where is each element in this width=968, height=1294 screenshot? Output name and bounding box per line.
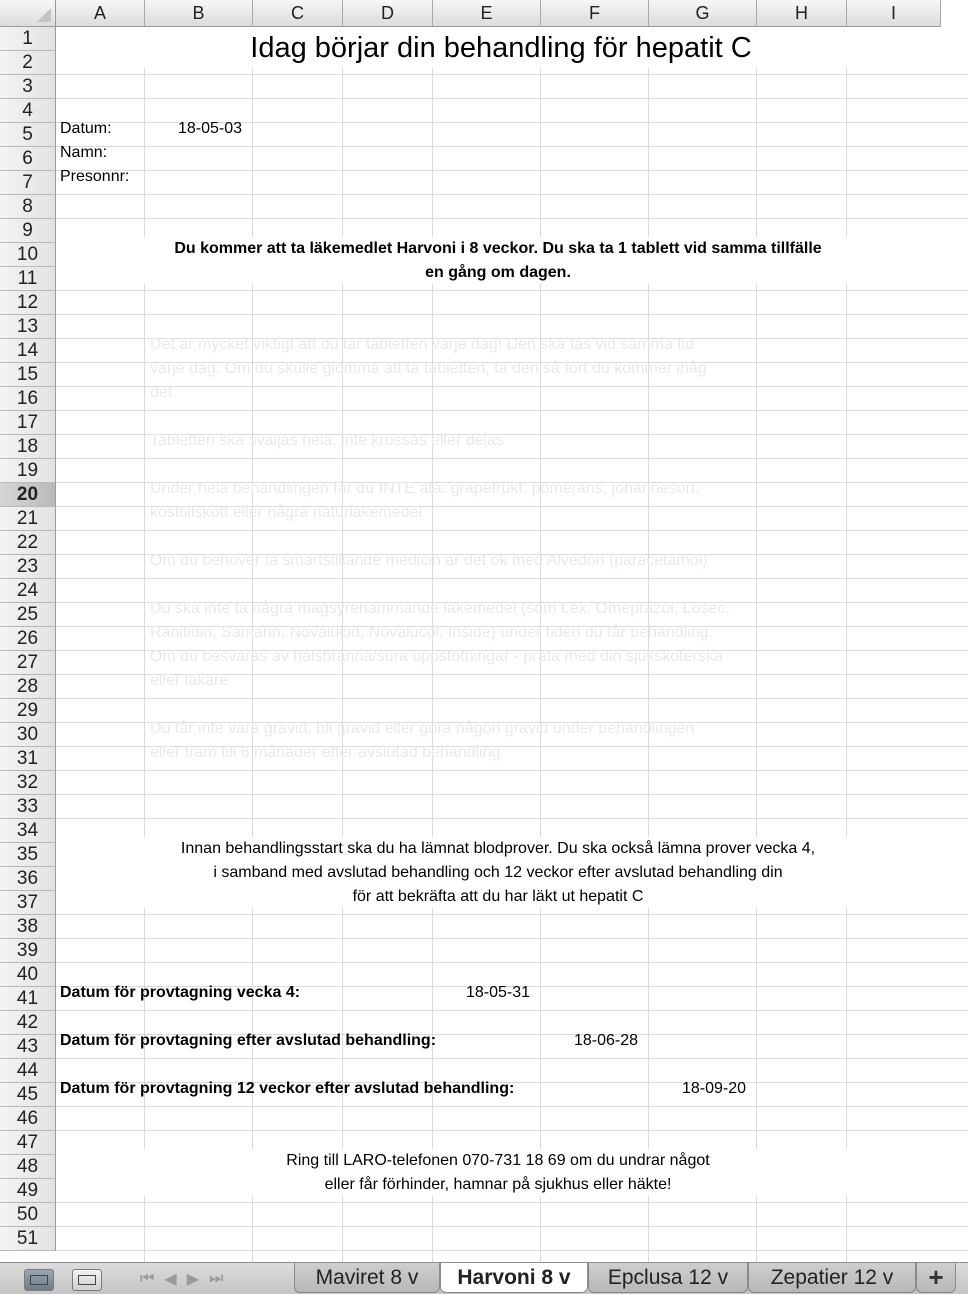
row-gridline	[56, 1130, 968, 1131]
row-header-21[interactable]: 21	[0, 507, 56, 531]
date-12w-label[interactable]: Datum för provtagning 12 veckor efter avslutad behandling:	[60, 1080, 515, 1097]
row-header-19[interactable]: 19	[0, 459, 56, 483]
faint-text-4[interactable]: Tabletten ska sväljas hela, inte krossas eller delas	[150, 432, 504, 449]
row-header-24[interactable]: 24	[0, 579, 56, 603]
row-header-16[interactable]: 16	[0, 387, 56, 411]
row-header-11[interactable]: 11	[0, 267, 56, 291]
row-header-42[interactable]: 42	[0, 1011, 56, 1035]
column-header-i[interactable]: I	[847, 0, 941, 27]
row-header-37[interactable]: 37	[0, 891, 56, 915]
datum-value[interactable]: 18-05-03	[178, 120, 243, 137]
date-12w-value[interactable]: 18-09-20	[682, 1080, 747, 1097]
row-header-43[interactable]: 43	[0, 1035, 56, 1059]
column-header-c[interactable]: C	[253, 0, 343, 27]
column-header-e[interactable]: E	[433, 0, 541, 27]
row-header-4[interactable]: 4	[0, 99, 56, 123]
page-layout-view-button[interactable]	[72, 1269, 102, 1291]
row-header-32[interactable]: 32	[0, 771, 56, 795]
sheet-tab-maviret[interactable]: Maviret 8 v	[294, 1263, 440, 1293]
row-header-31[interactable]: 31	[0, 747, 56, 771]
faint-text-12[interactable]: Du får inte vara gravid, bli gravid eller göra någon gravid under behandlingen	[150, 720, 695, 737]
row-header-5[interactable]: 5	[0, 123, 56, 147]
faint-text-13[interactable]: eller fram till 6 månader efter avslutad behandling	[150, 744, 501, 761]
row-header-44[interactable]: 44	[0, 1059, 56, 1083]
select-all-corner[interactable]	[0, 0, 56, 27]
blood-line-2[interactable]: i samband med avslutad behandling och 12 veckor efter avslutad behandling din	[213, 864, 783, 881]
row-header-10[interactable]: 10	[0, 243, 56, 267]
row-gridline	[56, 818, 968, 819]
row-gridline	[56, 1106, 968, 1107]
row-header-26[interactable]: 26	[0, 627, 56, 651]
last-sheet-arrow-icon[interactable]: ⏭	[209, 1270, 224, 1287]
next-sheet-arrow-icon[interactable]: ▶	[186, 1271, 200, 1288]
column-gridline	[846, 27, 847, 1262]
sheet-tab-bar	[0, 1262, 968, 1294]
instruction-line-2[interactable]: en gång om dagen.	[425, 264, 571, 281]
row-header-14[interactable]: 14	[0, 339, 56, 363]
prev-sheet-arrow-icon[interactable]: ◀	[164, 1271, 177, 1288]
row-header-47[interactable]: 47	[0, 1131, 56, 1155]
row-gridline	[56, 1058, 968, 1059]
row-gridline	[56, 290, 968, 291]
row-header-28[interactable]: 28	[0, 675, 56, 699]
row-header-12[interactable]: 12	[0, 291, 56, 315]
row-gridline	[56, 194, 968, 195]
row-header-34[interactable]: 34	[0, 819, 56, 843]
row-gridline	[56, 938, 968, 939]
row-gridline	[56, 698, 968, 699]
sheet-tab-epclusa[interactable]: Epclusa 12 v	[588, 1263, 748, 1293]
row-header-3[interactable]: 3	[0, 75, 56, 99]
row-gridline	[56, 530, 968, 531]
date-end-label[interactable]: Datum för provtagning efter avslutad behandling:	[60, 1032, 437, 1049]
column-header-d[interactable]: D	[343, 0, 433, 27]
row-gridline	[56, 1202, 968, 1203]
row-header-13[interactable]: 13	[0, 315, 56, 339]
faint-text-2[interactable]: varje dag. Om du skulle glömma att ta tabletten, ta den så fort du kommer ihåg	[150, 360, 707, 377]
column-gridline	[756, 27, 757, 1262]
row-header-38[interactable]: 38	[0, 915, 56, 939]
faint-text-1[interactable]: Det är mycket viktigt att du tar tabletten varje dag! Den ska tas vid samma tid	[150, 336, 695, 353]
row-header-46[interactable]: 46	[0, 1107, 56, 1131]
column-header-b[interactable]: B	[145, 0, 253, 27]
date-week4-value[interactable]: 18-05-31	[466, 984, 531, 1001]
row-header-35[interactable]: 35	[0, 843, 56, 867]
normal-view-icon	[30, 1275, 48, 1285]
row-header-33[interactable]: 33	[0, 795, 56, 819]
sheet-tab-harvoni[interactable]: Harvoni 8 v	[440, 1263, 588, 1293]
row-header-27[interactable]: 27	[0, 651, 56, 675]
sheet-tab-zepatier[interactable]: Zepatier 12 v	[748, 1263, 916, 1293]
row-header-29[interactable]: 29	[0, 699, 56, 723]
page-layout-view-icon	[78, 1275, 96, 1285]
row-gridline	[56, 218, 968, 219]
row-header-50[interactable]: 50	[0, 1203, 56, 1227]
faint-text-10[interactable]: Om du besväras av halsbränna/sura uppstötningar - prata med din sjuksköterska	[150, 648, 723, 665]
row-header-1[interactable]: 1	[0, 27, 56, 51]
sheet-navigation	[140, 1267, 270, 1291]
namn-label[interactable]: Namn:	[60, 144, 108, 161]
faint-text-11[interactable]: eller läkare	[150, 672, 229, 689]
row-gridline	[56, 578, 968, 579]
add-sheet-button[interactable]: +	[916, 1263, 956, 1293]
row-gridline	[56, 914, 968, 915]
row-gridline	[56, 98, 968, 99]
blood-line-3[interactable]: för att bekräfta att du har läkt ut hepatit C	[352, 888, 644, 905]
cell-area[interactable]	[56, 27, 968, 1262]
sheet-title[interactable]: Idag börjar din behandling för hepatit C	[250, 32, 752, 64]
row-header-48[interactable]: 48	[0, 1155, 56, 1179]
faint-text-6[interactable]: kosttillskott eller några naturläkemedel	[150, 504, 423, 521]
column-header-a[interactable]: A	[56, 0, 145, 27]
row-header-23[interactable]: 23	[0, 555, 56, 579]
row-header-2[interactable]: 2	[0, 51, 56, 75]
row-header-9[interactable]: 9	[0, 219, 56, 243]
row-gridline	[56, 962, 968, 963]
date-week4-label[interactable]: Datum för provtagning vecka 4:	[60, 984, 301, 1001]
row-header-41[interactable]: 41	[0, 987, 56, 1011]
faint-text-9[interactable]: Ranitidin, Samarin, Novalucid, Novalucol, Inside) under tiden du får behandling.	[150, 624, 713, 641]
row-header-25[interactable]: 25	[0, 603, 56, 627]
row-header-30[interactable]: 30	[0, 723, 56, 747]
ring-line-2[interactable]: eller får förhinder, hamnar på sjukhus eller häkte!	[324, 1176, 672, 1193]
row-gridline	[56, 458, 968, 459]
row-header-49[interactable]: 49	[0, 1179, 56, 1203]
row-gridline	[56, 314, 968, 315]
row-header-22[interactable]: 22	[0, 531, 56, 555]
row-header-45[interactable]: 45	[0, 1083, 56, 1107]
row-header-39[interactable]: 39	[0, 939, 56, 963]
row-gridline	[56, 386, 968, 387]
row-gridline	[56, 1010, 968, 1011]
row-header-18[interactable]: 18	[0, 435, 56, 459]
first-sheet-arrow-icon[interactable]: ⏮	[140, 1270, 155, 1287]
faint-text-8[interactable]: Du ska inte ta några magsyrehämmande läkemedel (som t.ex. Omeprazol, Losec,	[150, 600, 730, 617]
row-header-20[interactable]: 20	[0, 483, 56, 507]
row-header-17[interactable]: 17	[0, 411, 56, 435]
column-header-f[interactable]: F	[541, 0, 649, 27]
column-header-g[interactable]: G	[649, 0, 757, 27]
row-gridline	[56, 170, 968, 171]
row-header-40[interactable]: 40	[0, 963, 56, 987]
row-gridline	[56, 74, 968, 75]
blood-line-1[interactable]: Innan behandlingsstart ska du ha lämnat blodprover. Du ska också lämna prover vecka 4,	[180, 840, 816, 857]
row-gridline	[56, 1250, 968, 1251]
row-header-7[interactable]: 7	[0, 171, 56, 195]
date-end-value[interactable]: 18-06-28	[574, 1032, 639, 1049]
row-header-8[interactable]: 8	[0, 195, 56, 219]
row-header-36[interactable]: 36	[0, 867, 56, 891]
normal-view-button[interactable]	[24, 1269, 54, 1291]
row-header-6[interactable]: 6	[0, 147, 56, 171]
row-gridline	[56, 770, 968, 771]
ring-line-1[interactable]: Ring till LARO-telefonen 070-731 18 69 om du undrar något	[286, 1152, 710, 1169]
personnr-label[interactable]: Presonnr:	[60, 168, 130, 185]
row-gridline	[56, 1226, 968, 1227]
datum-label[interactable]: Datum:	[60, 120, 112, 137]
faint-text-5[interactable]: Under hela behandlingen får du INTE äta: grapefrukt, pomerans, johannesört,	[150, 480, 700, 497]
row-header-15[interactable]: 15	[0, 363, 56, 387]
row-header-51[interactable]: 51	[0, 1227, 56, 1251]
column-header-h[interactable]: H	[757, 0, 847, 27]
faint-text-7[interactable]: Om du behöver ta smärtstillande medicin är det ok med Alvedon (paracetamol)	[150, 552, 708, 569]
instruction-line-1[interactable]: Du kommer att ta läkemedlet Harvoni i 8 veckor. Du ska ta 1 tablett vid samma tillfälle	[174, 240, 822, 257]
row-gridline	[56, 794, 968, 795]
row-gridline	[56, 410, 968, 411]
row-gridline	[56, 146, 968, 147]
faint-text-3[interactable]: det	[150, 384, 173, 401]
